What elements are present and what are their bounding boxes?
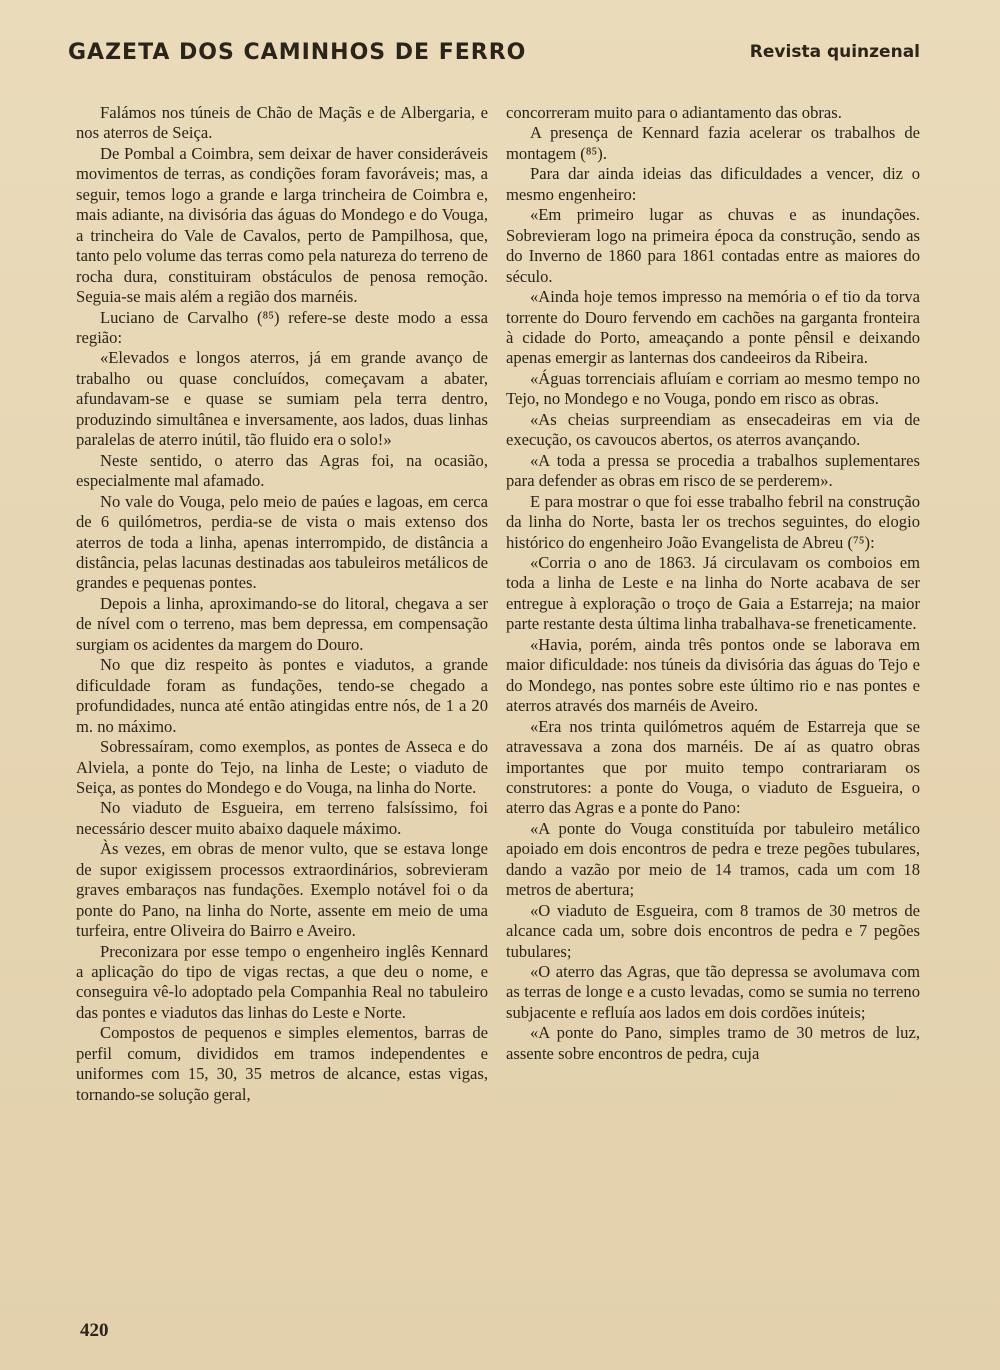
paragraph: No que diz respeito às pontes e viadutos, a grande dificuldade foram as fundações, tendo-se chegado a profundidades, nunca até então atingidas entre nós, de 1 a 20 m. no máximo. [76, 655, 488, 736]
paragraph: Neste sentido, o aterro das Agras foi, na ocasião, especialmente mal afamado. [76, 450, 488, 491]
paragraph: «A toda a pressa se procedia a trabalhos suplementares para defender as obras em risco de se perderem». [506, 450, 920, 491]
paragraph: Compostos de pequenos e simples elementos, barras de perfil comum, divididos em tramos independentes e uniformes com 15, 30, 35 metros de alcance, estas vigas, tornando-se solução geral, [76, 1023, 488, 1104]
paragraph: «O viaduto de Esgueira, com 8 tramos de 30 metros de alcance cada um, sobre dois encontros de pedra e 7 pegões tubulares; [506, 900, 920, 961]
paragraph: No viaduto de Esgueira, em terreno falsíssimo, foi necessário descer muito abaixo daquele máximo. [76, 798, 488, 838]
paragraph: Às vezes, em obras de menor vulto, que se estava longe de supor exigissem processos extraordinários, sobrevieram graves embaraços nas fundações. Exemplo notável foi o da ponte do Pano, na linha do Norte, assente em meio de uma turfeira, entre Oliveira do Bairro e Aveiro. [76, 839, 488, 941]
paragraph: E para mostrar o que foi esse trabalho febril na construção da linha do Norte, basta ler os trechos seguintes, do elogio histórico do engenheiro João Evangelista de Abreu (⁷⁵): [506, 491, 920, 552]
running-header [68, 40, 920, 70]
page-number: 420 [80, 1320, 109, 1341]
paragraph: «Era nos trinta quilómetros aquém de Estarreja que se atravessava a zona dos marnéis. De aí as quatro obras importantes que por muito tempo contrariaram os construtores: a ponte do Vouga, o viaduto de Esgueira, o aterro das Agras e a ponte do Pano: [506, 716, 920, 818]
paragraph: «A ponte do Pano, simples tramo de 30 metros de luz, assente sobre encontros de pedra, cuja [506, 1023, 920, 1063]
paragraph: Preconizara por esse tempo o engenheiro inglês Kennard a aplicação do tipo de vigas rectas, a que deu o nome, e conseguira vê-lo adoptado pela Companhia Real no tabuleiro das pontes e viadutos das linhas do Leste e Norte. [76, 941, 488, 1022]
paragraph: De Pombal a Coimbra, sem deixar de haver consideráveis movimentos de terras, as condições foram favoráveis; mas, a seguir, temos logo a grande e larga trincheira de Coimbra e, mais adiante, na divisória das águas do Mondego e do Vouga, a trincheira do Vale de Cavalos, perto de Pampilhosa, que, tanto pelo volume das terras como pela natureza do terreno de rocha dura, constituiram obstáculos de penosa remoção. Seguia-se mais além a região dos marnéis. [76, 143, 488, 307]
paragraph: Luciano de Carvalho (⁸⁵) refere-se deste modo a essa região: [76, 307, 488, 347]
paragraph: «O aterro das Agras, que tão depressa se avolumava com as terras de longe e a custo levadas, como se sumia no terreno subjacente e refluía aos lados em dois cordões inúteis; [506, 962, 920, 1022]
paragraph: «Havia, porém, ainda três pontos onde se laborava em maior dificuldade: nos túneis da divisória das águas do Tejo e do Mondego, nas pontes sobre este último rio e nas pontes e aterros através dos marnéis de Aveiro. [506, 634, 920, 716]
journal-title: GAZETA DOS CAMINHOS DE FERRO [68, 40, 527, 65]
paragraph: A presença de Kennard fazia acelerar os trabalhos de montagem (⁸⁵). [506, 123, 920, 163]
paragraph: «As cheias surpreendiam as ensecadeiras em via de execução, os cavoucos abertos, os aterros avançando. [506, 409, 920, 450]
paragraph: «Corria o ano de 1863. Já circulavam os comboios em toda a linha de Leste e na linha do Norte acabava de ser entregue à exploração o troço de Gaia a Estarreja; na maior parte restante desta última linha trabalhava-se freneticamente. [506, 552, 920, 634]
paragraph: «Ainda hoje temos impresso na memória o ef tio da torva torrente do Douro fervendo em cachões na garganta fronteira à cidade do Porto, ameaçando a ponte pênsil e deixando apenas emergir as lanternas dos candeeiros da Ribeira. [506, 287, 920, 368]
paragraph: «Em primeiro lugar as chuvas e as inundações. Sobrevieram logo na primeira época da construção, sendo as do Inverno de 1860 para 1861 contadas entre as maiores do século. [506, 205, 920, 286]
paragraph: «Águas torrenciais afluíam e corriam ao mesmo tempo no Tejo, no Mondego e no Vouga, pondo em risco as obras. [506, 368, 920, 409]
paragraph: «Elevados e longos aterros, já em grande avanço de trabalho ou quase concluídos, começavam a abater, afundavam-se e quase se sumiam pela terra dentro, produzindo simultânea e inversamente, aos lados, duas linhas paralelas de aterro inútil, tão fluido era o solo!» [76, 348, 488, 450]
journal-subtitle: Revista quinzenal [749, 42, 920, 62]
paragraph: «A ponte do Vouga constituída por tabuleiro metálico apoiado em dois encontros de pedra e treze pegões tubulares, dando a vazão por meio de 14 tramos, cada um com 18 metros de abertura; [506, 818, 920, 900]
left-column [76, 103, 488, 1105]
paragraph: Depois a linha, aproximando-se do litoral, chegava a ser de nível com o terreno, mas bem depressa, em compensação surgiam os acidentes da margem do Douro. [76, 593, 488, 654]
paragraph: Para dar ainda ideias das dificuldades a vencer, diz o mesmo engenheiro: [506, 164, 920, 204]
paragraph: Falámos nos túneis de Chão de Maçãs e de Albergaria, e nos aterros de Seiça. [76, 103, 488, 143]
paragraph: No vale do Vouga, pelo meio de paúes e lagoas, em cerca de 6 quilómetros, perdia-se de vista o mais extenso dos aterros de toda a linha, apenas interrompido, de distância a distância, pelas lacunas destinadas aos tabuleiros metálicos de grandes e pequenas pontes. [76, 491, 488, 593]
paragraph-continuation: concorreram muito para o adiantamento das obras. [506, 103, 842, 122]
right-column [506, 103, 920, 1064]
paragraph: Sobressaíram, como exemplos, as pontes de Asseca e do Alviela, a ponte do Tejo, na linha de Leste; o viaduto de Seiça, as pontes do Mondego e do Vouga, na linha do Norte. [76, 737, 488, 797]
